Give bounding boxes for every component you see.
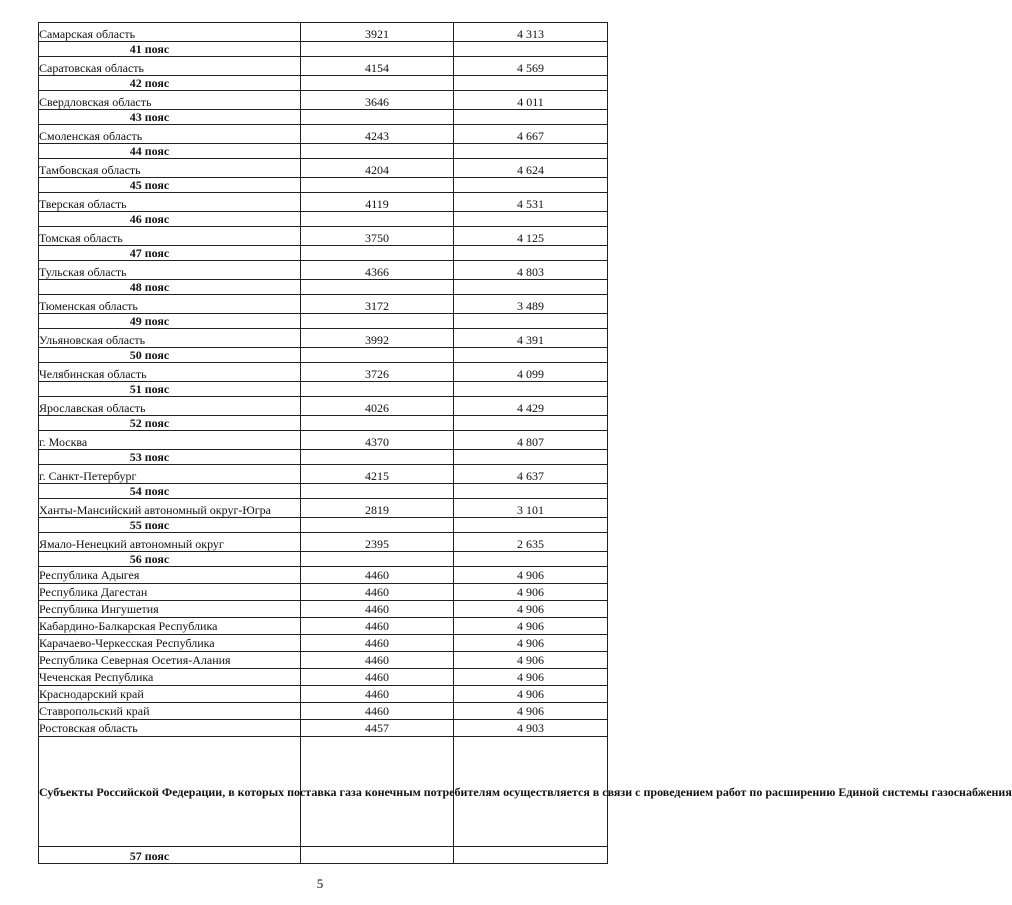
value-1: 3646 [301, 91, 454, 110]
region-name: Республика Дагестан [39, 584, 301, 601]
zone-label: 47 пояс [39, 246, 301, 261]
zone-label: 56 пояс [39, 552, 301, 567]
region-row [39, 584, 608, 601]
region-name: Тюменская область [39, 295, 301, 314]
value-1: 4460 [301, 669, 454, 686]
empty-cell [301, 110, 454, 125]
zone-label: 50 пояс [39, 348, 301, 363]
region-name: Ульяновская область [39, 329, 301, 348]
zone-row [39, 314, 608, 329]
zone-label: 54 пояс [39, 484, 301, 499]
empty-cell [301, 450, 454, 465]
tariff-table [38, 22, 1012, 864]
empty-cell [454, 110, 608, 125]
region-name: Саратовская область [39, 57, 301, 76]
region-name: Тамбовская область [39, 159, 301, 178]
region-row [39, 567, 608, 584]
zone-row [39, 518, 608, 533]
group-heading-text: Субъекты Российской Федерации, в которых поставка газа конечным потребителям осуществляется в связи с проведением работ по расширению Единой системы газоснабжения [39, 737, 301, 847]
region-row [39, 193, 608, 212]
empty-cell [454, 847, 608, 864]
region-name: Томская область [39, 227, 301, 246]
value-2: 4 624 [454, 159, 608, 178]
value-2: 4 807 [454, 431, 608, 450]
value-1: 4215 [301, 465, 454, 484]
value-1: 4204 [301, 159, 454, 178]
empty-cell [301, 382, 454, 397]
zone-row [39, 246, 608, 261]
page-number: 5 [316, 876, 324, 891]
empty-cell [301, 348, 454, 363]
empty-cell [301, 212, 454, 227]
empty-cell [454, 348, 608, 363]
zone-label: 43 пояс [39, 110, 301, 125]
zone-label: 57 пояс [39, 847, 301, 864]
value-1: 3172 [301, 295, 454, 314]
region-name: Республика Северная Осетия-Алания [39, 652, 301, 669]
zone-label: 53 пояс [39, 450, 301, 465]
zone-row [39, 348, 608, 363]
value-1: 3992 [301, 329, 454, 348]
value-2: 4 637 [454, 465, 608, 484]
region-row [39, 533, 608, 552]
value-2: 4 906 [454, 703, 608, 720]
value-2: 4 667 [454, 125, 608, 144]
empty-cell [301, 76, 454, 91]
zone-label: 46 пояс [39, 212, 301, 227]
value-1: 4457 [301, 720, 454, 737]
region-name: Кабардино-Балкарская Республика [39, 618, 301, 635]
region-name: г. Санкт-Петербург [39, 465, 301, 484]
region-row [39, 720, 608, 737]
zone-label: 55 пояс [39, 518, 301, 533]
zone-label: 49 пояс [39, 314, 301, 329]
zone-row [39, 382, 608, 397]
value-1: 4460 [301, 618, 454, 635]
value-1: 4460 [301, 567, 454, 584]
empty-cell [301, 178, 454, 193]
value-2: 4 099 [454, 363, 608, 382]
value-2: 4 531 [454, 193, 608, 212]
region-name: Свердловская область [39, 91, 301, 110]
value-1: 4154 [301, 57, 454, 76]
region-row [39, 159, 608, 178]
value-2: 2 635 [454, 533, 608, 552]
region-name: Тверская область [39, 193, 301, 212]
region-row [39, 295, 608, 314]
zone-row [39, 416, 608, 431]
empty-cell [301, 847, 454, 864]
region-row [39, 125, 608, 144]
value-2: 4 906 [454, 669, 608, 686]
zone-row [39, 42, 608, 57]
region-row [39, 57, 608, 76]
value-2: 3 101 [454, 499, 608, 518]
region-row [39, 686, 608, 703]
empty-cell [454, 178, 608, 193]
value-1: 4460 [301, 584, 454, 601]
zone-label: 44 пояс [39, 144, 301, 159]
value-1: 3726 [301, 363, 454, 382]
empty-cell [454, 382, 608, 397]
zone-row [39, 280, 608, 295]
value-1: 4243 [301, 125, 454, 144]
empty-cell [454, 280, 608, 295]
zone-row [39, 450, 608, 465]
value-1: 4460 [301, 601, 454, 618]
empty-cell [454, 518, 608, 533]
zone-label: 41 пояс [39, 42, 301, 57]
value-2: 4 903 [454, 720, 608, 737]
zone-row [39, 212, 608, 227]
empty-cell [301, 484, 454, 499]
region-name: Тульская область [39, 261, 301, 280]
region-name: Ростовская область [39, 720, 301, 737]
region-row [39, 635, 608, 652]
value-2: 4 391 [454, 329, 608, 348]
zone-label: 52 пояс [39, 416, 301, 431]
region-row [39, 601, 608, 618]
value-2: 4 906 [454, 635, 608, 652]
value-1: 3750 [301, 227, 454, 246]
region-row [39, 363, 608, 382]
zone-row [39, 552, 608, 567]
value-1: 4460 [301, 652, 454, 669]
value-1: 2819 [301, 499, 454, 518]
region-row [39, 227, 608, 246]
empty-cell [454, 42, 608, 57]
region-row [39, 703, 608, 720]
group-heading-row [39, 737, 608, 847]
region-name: Самарская область [39, 23, 301, 42]
zone-row [39, 144, 608, 159]
value-2: 4 906 [454, 686, 608, 703]
region-name: Чеченская Республика [39, 669, 301, 686]
zone-row [39, 484, 608, 499]
value-1: 4366 [301, 261, 454, 280]
zone-row [39, 847, 608, 864]
value-2: 4 011 [454, 91, 608, 110]
region-row [39, 329, 608, 348]
region-name: Ярославская область [39, 397, 301, 416]
value-2: 4 569 [454, 57, 608, 76]
empty-cell [454, 144, 608, 159]
zone-row [39, 110, 608, 125]
value-2: 4 429 [454, 397, 608, 416]
zone-label: 48 пояс [39, 280, 301, 295]
region-name: Республика Ингушетия [39, 601, 301, 618]
value-1: 4026 [301, 397, 454, 416]
region-row [39, 652, 608, 669]
empty-cell [454, 212, 608, 227]
region-row [39, 397, 608, 416]
region-row [39, 431, 608, 450]
value-1: 4460 [301, 635, 454, 652]
value-2: 4 906 [454, 618, 608, 635]
value-2: 4 803 [454, 261, 608, 280]
value-2: 4 125 [454, 227, 608, 246]
zone-label: 45 пояс [39, 178, 301, 193]
value-1: 4119 [301, 193, 454, 212]
empty-cell [301, 518, 454, 533]
value-1: 3921 [301, 23, 454, 42]
empty-cell [454, 552, 608, 567]
empty-cell [301, 280, 454, 295]
zone-row [39, 76, 608, 91]
zone-row [39, 178, 608, 193]
empty-cell [454, 314, 608, 329]
region-name: Краснодарский край [39, 686, 301, 703]
value-2: 4 313 [454, 23, 608, 42]
region-name: Челябинская область [39, 363, 301, 382]
tariff-table-body [39, 23, 1012, 864]
region-name: Ханты-Мансийский автономный округ-Югра [39, 499, 301, 518]
empty-cell [301, 42, 454, 57]
region-row [39, 23, 608, 42]
empty-cell [454, 246, 608, 261]
region-name: Ямало-Ненецкий автономный округ [39, 533, 301, 552]
empty-cell [301, 314, 454, 329]
region-name: Карачаево-Черкесская Республика [39, 635, 301, 652]
value-1: 4370 [301, 431, 454, 450]
region-row [39, 91, 608, 110]
region-row [39, 618, 608, 635]
empty-cell [301, 416, 454, 431]
empty-cell [454, 450, 608, 465]
value-1: 4460 [301, 703, 454, 720]
region-row [39, 261, 608, 280]
region-row [39, 499, 608, 518]
region-name: г. Москва [39, 431, 301, 450]
value-2: 4 906 [454, 652, 608, 669]
empty-cell [301, 144, 454, 159]
value-2: 4 906 [454, 601, 608, 618]
value-2: 3 489 [454, 295, 608, 314]
value-1: 4460 [301, 686, 454, 703]
value-2: 4 906 [454, 567, 608, 584]
empty-cell [454, 484, 608, 499]
empty-cell [301, 246, 454, 261]
region-name: Ставропольский край [39, 703, 301, 720]
region-name: Смоленская область [39, 125, 301, 144]
empty-cell [301, 552, 454, 567]
value-1: 2395 [301, 533, 454, 552]
value-2: 4 906 [454, 584, 608, 601]
region-row [39, 669, 608, 686]
region-row [39, 465, 608, 484]
empty-cell [454, 76, 608, 91]
zone-label: 42 пояс [39, 76, 301, 91]
empty-cell [454, 416, 608, 431]
region-name: Республика Адыгея [39, 567, 301, 584]
zone-label: 51 пояс [39, 382, 301, 397]
